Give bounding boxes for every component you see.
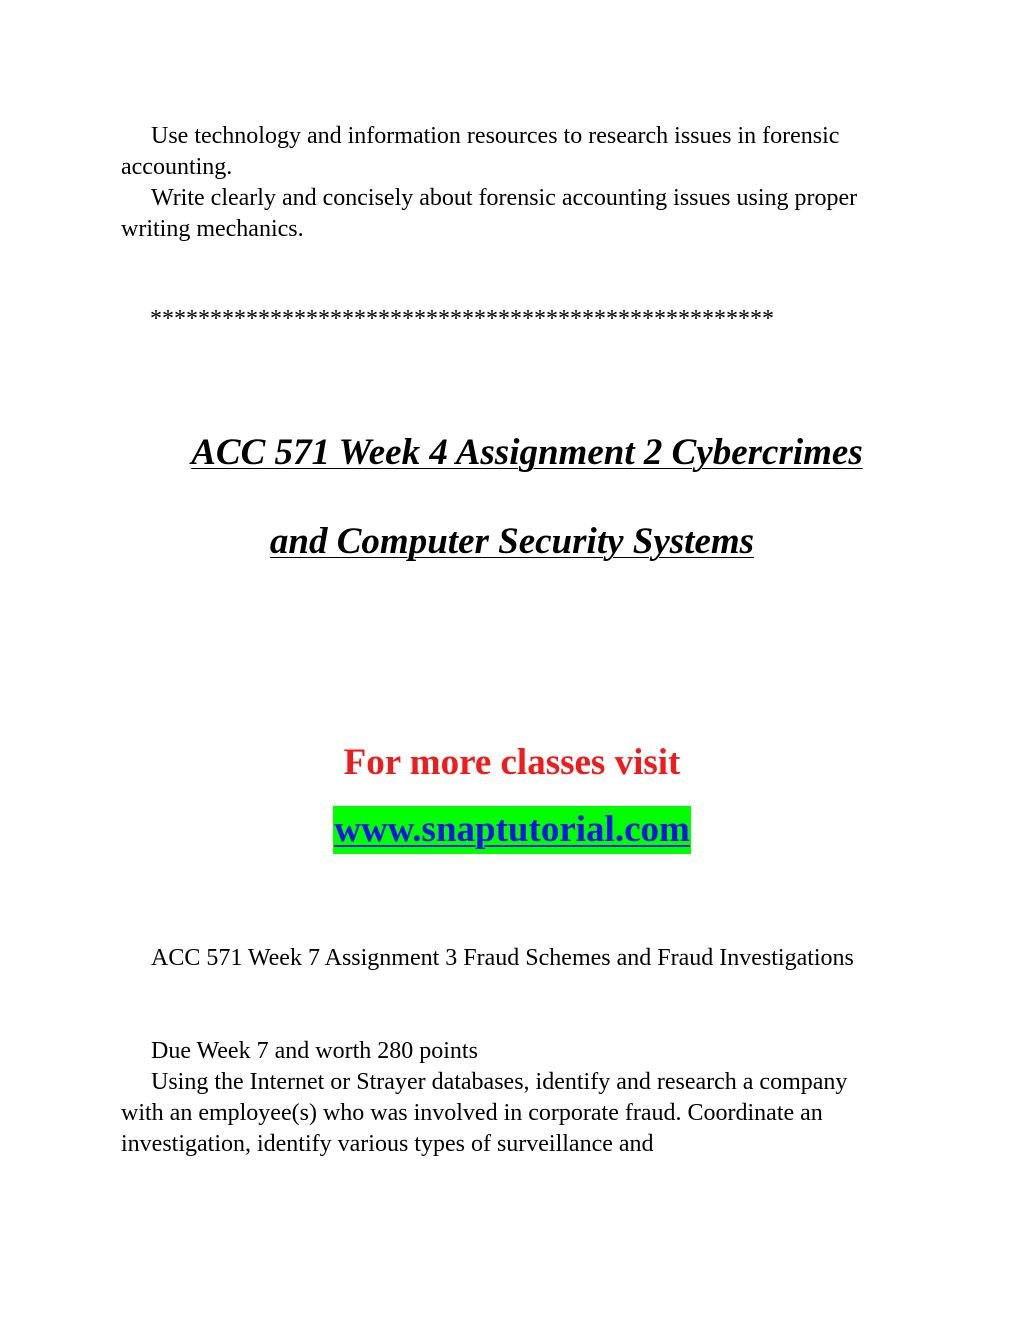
snaptutorial-link[interactable]: www.snaptutorial.com xyxy=(333,806,691,854)
promo-heading: For more classes visit xyxy=(343,742,681,783)
next-assignment-title: ACC 571 Week 7 Assignment 3 Fraud Schemes and Fraud Investigations xyxy=(151,945,854,971)
due-date-text: Due Week 7 and worth 280 points xyxy=(151,1038,478,1064)
assignment-title-line-1 xyxy=(0,431,1024,475)
assignment-title-line-2 xyxy=(0,520,1024,564)
assignment-instructions: Using the Internet or Strayer databases, identify and research a company with an employee(s) who was involved in corporate fraud. Coordinate an investigation, identify various types of surveillance and xyxy=(121,1069,848,1157)
promo-link-container xyxy=(0,806,1024,854)
objective-paragraph-research: Use technology and information resources to research issues in forensic accounting. xyxy=(121,123,840,180)
assignment-title-text-2: and Computer Security Systems xyxy=(269,521,755,562)
objective-paragraph-writing: Write clearly and concisely about forensic accounting issues using proper writing mechanics. xyxy=(121,185,858,242)
assignment-title-text-1: ACC 571 Week 4 Assignment 2 Cybercrimes xyxy=(191,432,863,473)
separator-line: **************************************************** xyxy=(150,306,774,332)
